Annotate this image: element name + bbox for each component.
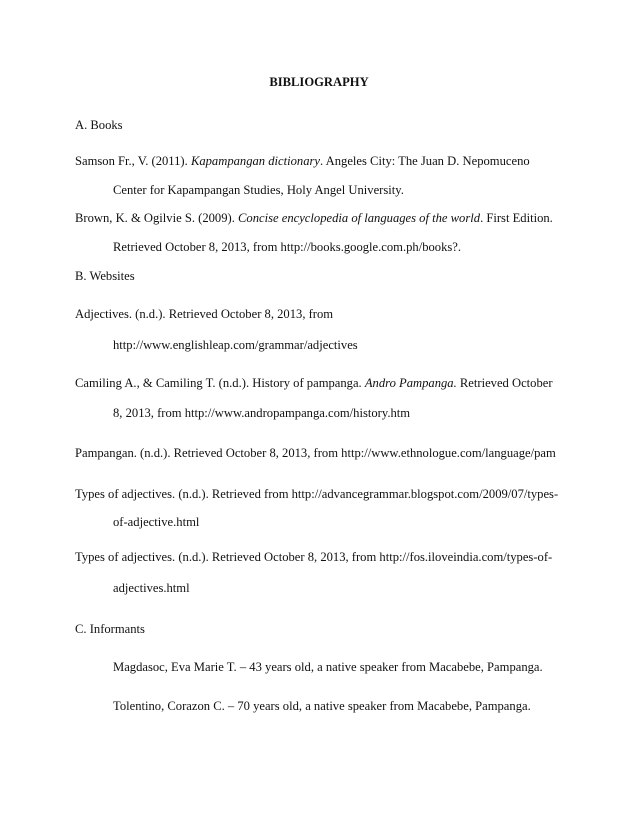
section-heading-books: A. Books	[75, 118, 123, 132]
reference-samson-line2: Center for Kapampangan Studies, Holy Angel University.	[113, 183, 404, 197]
section-heading-informants: C. Informants	[75, 622, 145, 636]
reference-camiling-line1	[75, 375, 553, 391]
reference-types1-line2: of-adjective.html	[113, 515, 200, 529]
reference-text: Retrieved October	[456, 376, 553, 390]
reference-types1-line1: Types of adjectives. (n.d.). Retrieved from http://advancegrammar.blogspot.com/2009/07/types-	[75, 487, 559, 501]
reference-text: . First Edition.	[480, 211, 553, 225]
reference-camiling-line2: 8, 2013, from http://www.andropampanga.com/history.htm	[113, 406, 411, 420]
reference-title: Concise encyclopedia of languages of the world	[238, 211, 481, 225]
reference-adjectives-line1: Adjectives. (n.d.). Retrieved October 8, 2013, from	[75, 307, 334, 321]
reference-brown-line2: Retrieved October 8, 2013, from http://books.google.com.ph/books?.	[113, 240, 462, 254]
reference-text: Brown, K. & Ogilvie S. (2009).	[75, 211, 239, 225]
reference-types2-line1: Types of adjectives. (n.d.). Retrieved October 8, 2013, from http://fos.iloveindia.com/types-of-	[75, 550, 553, 564]
reference-text: . Angeles City: The Juan D. Nepomuceno	[320, 154, 530, 168]
reference-pampangan-line1: Pampangan. (n.d.). Retrieved October 8, 2013, from http://www.ethnologue.com/language/pam	[75, 446, 556, 460]
page-title: BIBLIOGRAPHY	[269, 75, 369, 89]
reference-title: Andro Pampanga.	[364, 376, 457, 390]
reference-brown-line1	[75, 210, 553, 226]
informant-item: Magdasoc, Eva Marie T. – 43 years old, a native speaker from Macabebe, Pampanga.	[113, 660, 543, 674]
reference-title: Kapampangan dictionary	[190, 154, 321, 168]
reference-adjectives-line2: http://www.englishleap.com/grammar/adjectives	[113, 338, 358, 352]
informant-item: Tolentino, Corazon C. – 70 years old, a native speaker from Macabebe, Pampanga.	[113, 699, 531, 713]
section-heading-websites: B. Websites	[75, 269, 135, 283]
reference-text: Camiling A., & Camiling T. (n.d.). History of pampanga.	[75, 376, 365, 390]
reference-types2-line2: adjectives.html	[113, 581, 190, 595]
reference-text: Samson Fr., V. (2011).	[75, 154, 191, 168]
reference-samson-line1	[75, 153, 530, 169]
